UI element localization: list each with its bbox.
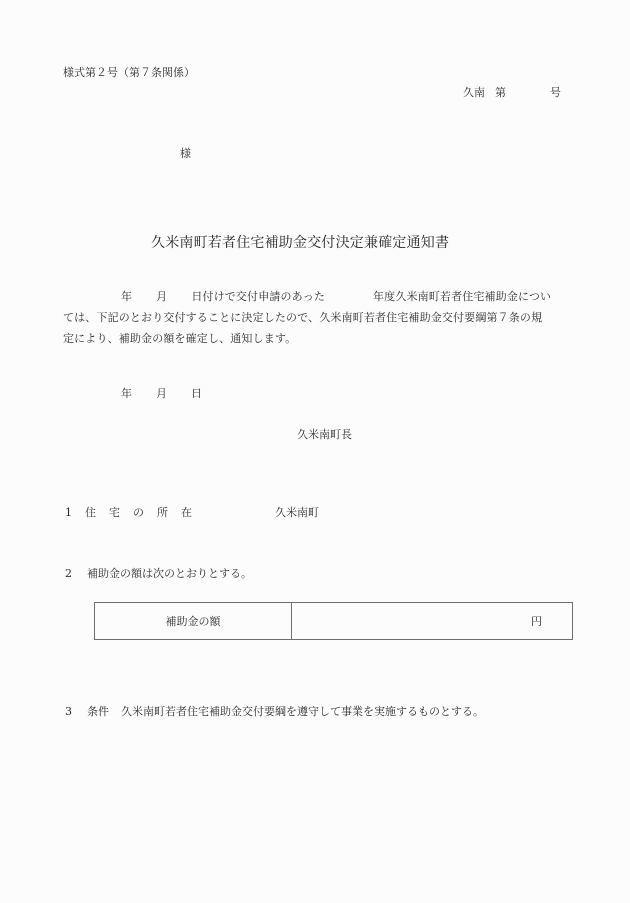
item-3-text: 久米南町若者住宅補助金交付要綱を遵守して事業を実施するものとする。 [121,705,484,718]
body-text-1: 日付けで交付申請のあった [191,290,326,303]
item-3-number: 3 [65,705,72,718]
reference-dai: 第 [495,86,506,99]
amount-value-cell [292,603,572,639]
addressee [180,147,191,161]
item-1-location [65,506,319,520]
item-3-conditions [65,705,484,719]
amount-table [94,602,573,640]
body-year: 年 [121,290,133,303]
item-1-number: 1 [65,506,72,519]
item-1-label-char: 住 [85,506,96,519]
date-year: 年 [121,387,132,400]
addressee-honorific: 様 [180,147,191,160]
item-1-label-char: 宅 [109,506,120,519]
body-line-3: 定により、補助金の額を確定し、通知します。 [63,332,297,345]
reference-prefix: 久南 [463,86,485,99]
date-month: 月 [156,387,167,400]
reference-go: 号 [550,86,561,99]
body-month: 月 [156,290,168,303]
date-day: 日 [191,387,202,400]
item-1-label-char: 在 [181,506,192,519]
item-1-label-char: の [133,506,144,519]
body-line-1 [63,286,578,307]
amount-label-cell [95,603,292,639]
item-2-number: 2 [65,567,72,580]
body-line-2: ては、下記のとおり交付することに決定したので、久米南町若者住宅補助金交付要綱第７条の規 [63,311,543,324]
amount-label: 補助金の額 [165,615,221,628]
form-number: 様式第２号（第７条関係） [63,66,195,79]
issue-date [121,387,202,401]
issuer: 久米南町長 [297,428,352,441]
reference-number [463,86,561,100]
amount-unit: 円 [531,615,542,628]
item-3-heading: 条件 [87,705,109,718]
body-text-2: 年度久米南町若者住宅補助金につい [373,290,552,303]
item-2-amount-heading [65,567,252,581]
document-title: 久米南町若者住宅補助金交付決定兼確定通知書 [151,235,450,251]
item-2-text: 補助金の額は次のとおりとする。 [87,567,252,580]
body-paragraph [63,286,578,349]
item-1-value: 久米南町 [275,506,319,519]
item-1-label-char: 所 [157,506,168,519]
